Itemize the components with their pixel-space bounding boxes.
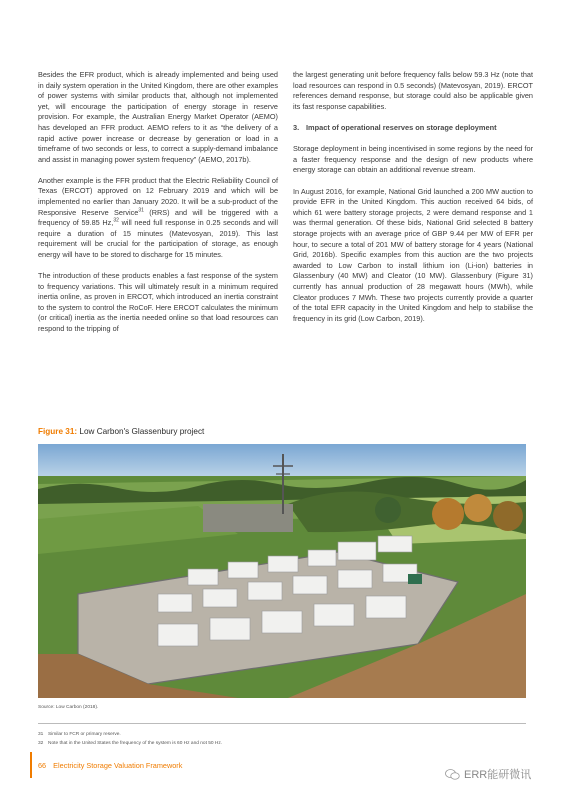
figure-label: Figure 31:: [38, 427, 78, 436]
footnote-32: [38, 740, 222, 749]
left-column: [38, 70, 278, 345]
section-title: Impact of operational reserves on storage deployment: [306, 122, 497, 132]
left-paragraph-3: The introduction of these products enables a fast response of the system to frequency variations. This will ultimately result in a minimum required inertia online, as proven in ERCOT, which introduced an inertia constraint to the system to control the RoCoF. Here ERCOT calculates the minimum (or critical) inertia as the inertia needed online so that load resources can respond to the tripping of: [38, 271, 278, 334]
footnotes: [38, 731, 222, 748]
figure-caption: [38, 427, 204, 436]
left-paragraph-2-part-c: will need full response in 0.25 seconds and will require a duration of 15 minutes (Matevosyan, 2019). This last requirement will be crucial for the participation of storage, as enough energy will have to be stored to discharge for 15 minutes.: [38, 218, 278, 259]
footnote-text: Similar to FCR or primary reserve.: [48, 732, 121, 737]
page-edge-marker: [30, 752, 32, 778]
right-paragraph-3: In August 2016, for example, National Grid launched a 200 MW auction to provide EFR in the United Kingdom. This auction received 64 bids, of which 61 were battery storage projects, 2 were demand response and 1 was thermal generation. Of these bids, National Grid selected 8 battery storage projects with an average price of GBP 9.44 per MW of EFR per hour, to secure a total of 201 MW of battery storage for 4 years (National Grid, 2016b). Specific examples from this auction are the two projects awarded to Low Carbon to install lithium ion (Li-ion) batteries in Glassenbury (40 MW) and Cleator (10 MW). Glassenbury (Figure 31) currently has annual production of 28 megawatt hours (MWh), while Cleator produces 7 MWh. These two projects currently provide a quarter of the total EFR capacity in the United Kingdom and help to stabilise the frequency in its grid (Low Carbon, 2019).: [293, 186, 533, 323]
document-title: Electricity Storage Valuation Framework: [53, 761, 183, 770]
left-paragraph-2-part-a: Another example is the FFR product that the Electric Reliability Council of Texas (ERCOT) approved on 12 February 2019 and which will be implemented no earlier than January 2020. It will be a sub-product of the Responsive Reserve Service: [38, 175, 278, 217]
footnote-ref-32: 32: [113, 217, 119, 224]
page-footer: [38, 761, 182, 770]
wechat-icon: [445, 769, 460, 780]
aerial-battery-site-illustration: [38, 444, 526, 698]
footnote-ref-31: 31: [138, 207, 144, 214]
figure-photo: [38, 444, 526, 698]
figure-title: Low Carbon's Glassenbury project: [79, 427, 205, 436]
left-paragraph-2: [38, 176, 278, 261]
footnote-number: 32: [38, 740, 44, 746]
figure-source: Source: Low Carbon (2018).: [38, 705, 99, 710]
watermark-text: ERR能研微讯: [464, 769, 532, 781]
footnote-divider: [38, 723, 526, 724]
footnote-number: 31: [38, 732, 44, 737]
section-number: 3.: [293, 122, 300, 132]
left-paragraph-1: Besides the EFR product, which is already implemented and being used in daily system operation in the United Kingdom, there are other examples of power systems with similar products that, although not implemented yet, will encourage the participation of energy storage in reserve provision. For example, the Australian Energy Market Operator (AEMO) has developed an FFR product. AEMO refers to it as “the delivery of a rapid active power increase or decrease by generation or load in a timeframe of two seconds or less, to correct a supply-demand imbalance and assist in managing power system frequency” (AEMO, 2017b).: [38, 70, 278, 164]
watermark: [445, 766, 531, 782]
footnote-text: Note that in the United States the frequency of the system is 60 Hz and not 50 Hz.: [48, 740, 223, 746]
page-number: 66: [38, 761, 47, 770]
footnote-31: [38, 731, 222, 740]
left-paragraph-2-part-b: (RRS) and will be triggered with a frequency of 59.85 Hz,: [38, 207, 278, 228]
right-paragraph-2: Storage deployment in being incentivised in some regions by the need for a faster frequency response and the design of new products where energy storage can obtain an additional revenue stream.: [293, 144, 533, 175]
right-paragraph-1: the largest generating unit before frequency falls below 59.3 Hz (note that load resources can respond in 0.5 seconds) (Matevosyan, 2019). ERCOT references demand response, but storage could also be applicable given its fast response capabilities.: [293, 70, 533, 111]
section-heading: [293, 123, 533, 133]
right-column: [293, 70, 533, 335]
